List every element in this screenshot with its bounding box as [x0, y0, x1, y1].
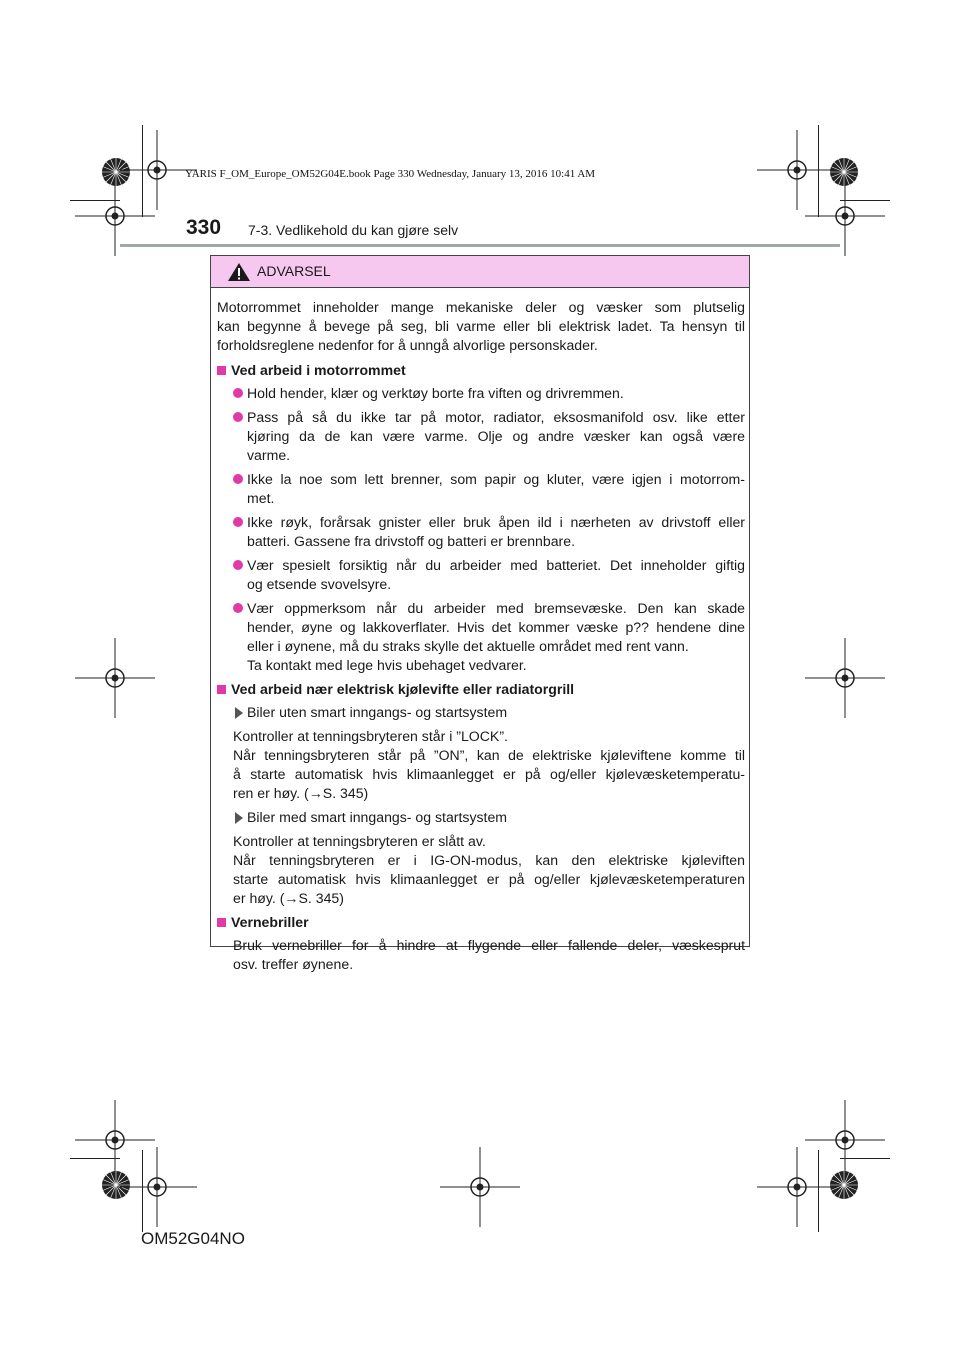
text-line: Ikke la noe som lett brenner, som papir og kluter, være igjen i motorrom-	[247, 471, 745, 487]
round-bullet-icon	[233, 603, 243, 613]
trim-line	[818, 125, 819, 217]
round-bullet-icon	[233, 474, 243, 484]
page-number: 330	[186, 216, 222, 239]
text-line: Motorrommet inneholder mange mekaniske deler og væsker som plutselig	[217, 299, 745, 315]
crosshair-mark-5	[75, 638, 155, 718]
text-line: og etsende svovelsyre.	[247, 576, 392, 592]
square-bullet-icon	[217, 685, 226, 694]
trim-line	[142, 125, 143, 217]
trim-line	[818, 1150, 819, 1232]
text-line: eller i øynene, må du straks skylle det aktuelle området med rent vann.	[247, 638, 689, 654]
sub-item-text	[217, 727, 745, 803]
section-heading	[217, 680, 745, 699]
list-item	[217, 599, 745, 675]
list-item	[217, 384, 745, 403]
list-item	[217, 513, 745, 551]
text-line: varme.	[247, 447, 291, 463]
text-line: Hold hender, klær og verktøy borte fra viften og drivremmen.	[247, 385, 624, 401]
text-line: Vær spesielt forsiktig når du arbeider med batteriet. Det inneholder giftig	[247, 557, 745, 573]
round-bullet-icon	[233, 560, 243, 570]
section-heading	[217, 913, 745, 932]
list-item	[217, 556, 745, 594]
warning-triangle-icon	[227, 262, 251, 282]
text-line: kan begynne å bevege på seg, bli varme eller bli elektrisk ladet. Ta hensyn til	[217, 318, 745, 334]
section-text	[217, 936, 745, 974]
header-rule	[120, 244, 840, 247]
text-line: kjøring da de kan være varme. Olje og andre væsker kan også være	[247, 428, 745, 444]
text-line: er høy. (→S. 345)	[233, 890, 344, 906]
trim-line	[70, 1158, 120, 1159]
warning-intro	[217, 298, 745, 355]
triangle-arrow-icon	[235, 812, 243, 824]
trim-line	[840, 1158, 890, 1159]
crosshair-mark-10	[440, 1147, 520, 1227]
sub-item-label: Biler uten smart inngangs- og startsystem	[247, 704, 508, 720]
trim-line	[142, 1150, 143, 1232]
text-line: Ikke røyk, forårsak gnister eller bruk åpen ild i nærheten av drivstoff eller	[247, 514, 745, 530]
text-line: Kontroller at tenningsbryteren er slått av.	[233, 833, 486, 849]
list-item	[217, 470, 745, 508]
text-line: Når tenningsbryteren står på ”ON”, kan de elektriske kjøleviftene komme til	[233, 747, 745, 763]
warning-title: ADVARSEL	[257, 263, 331, 279]
warning-box	[210, 255, 750, 972]
crosshair-mark-9	[117, 1147, 197, 1227]
list-item	[217, 408, 745, 465]
sub-item-text	[217, 832, 745, 908]
crosshair-mark-11	[757, 1147, 837, 1227]
text-line: Ta kontakt med lege hvis ubehaget vedvarer.	[247, 657, 527, 673]
trim-line	[840, 200, 890, 201]
round-bullet-icon	[233, 388, 243, 398]
warning-header	[211, 256, 749, 288]
sub-item	[217, 808, 745, 827]
print-header-meta: YARIS F_OM_Europe_OM52G04E.book Page 330 Wednesday, January 13, 2016 10:41 AM	[185, 168, 596, 180]
warning-body	[211, 288, 751, 979]
sub-item	[217, 703, 745, 722]
round-bullet-icon	[233, 412, 243, 422]
text-line: starte automatisk hvis klimaanlegget er på og/eller kjølevæsketemperaturen	[233, 871, 745, 887]
text-line: hender, øyne og lakkoverflater. Hvis det kommer væske p?? hendene dine	[247, 619, 745, 635]
text-line: osv. treffer øynene.	[233, 956, 354, 972]
text-line: ren er høy. (→S. 345)	[233, 785, 369, 801]
text-line: Pass på så du ikke tar på motor, radiator, eksosmanifold osv. like etter	[247, 409, 745, 425]
text-line: å starte automatisk hvis klimaanlegget er på og/eller kjølevæsketemperatu-	[233, 766, 745, 782]
square-bullet-icon	[217, 918, 226, 927]
square-bullet-icon	[217, 366, 226, 375]
crosshair-mark-6	[805, 638, 885, 718]
text-line: forholdsreglene nedenfor for å unngå alvorlige personskader.	[217, 337, 598, 353]
text-line: met.	[247, 490, 275, 506]
text-line: Bruk vernebriller for å hindre at flygende eller fallende deler, væskesprut	[233, 937, 745, 953]
section-title: 7-3. Vedlikehold du kan gjøre selv	[248, 222, 459, 238]
footer-code: OM52G04NO	[141, 1229, 245, 1248]
text-line: batteri. Gassene fra drivstoff og batteri er brennbare.	[247, 533, 575, 549]
section-heading-text: Vernebriller	[231, 914, 309, 930]
section-heading-text: Ved arbeid nær elektrisk kjølevifte eller radiatorgrill	[231, 681, 575, 697]
trim-line	[70, 200, 120, 201]
section-heading	[217, 361, 745, 380]
triangle-arrow-icon	[235, 707, 243, 719]
text-line: Vær oppmerksom når du arbeider med bremsevæske. Den kan skade	[247, 600, 745, 616]
text-line: Kontroller at tenningsbryteren står i ”LOCK”.	[233, 728, 508, 744]
round-bullet-icon	[233, 517, 243, 527]
sub-item-label: Biler med smart inngangs- og startsystem	[247, 809, 508, 825]
text-line: Når tenningsbryteren er i IG-ON-modus, kan den elektriske kjøleviften	[233, 852, 745, 868]
section-heading-text: Ved arbeid i motorrommet	[231, 362, 406, 378]
